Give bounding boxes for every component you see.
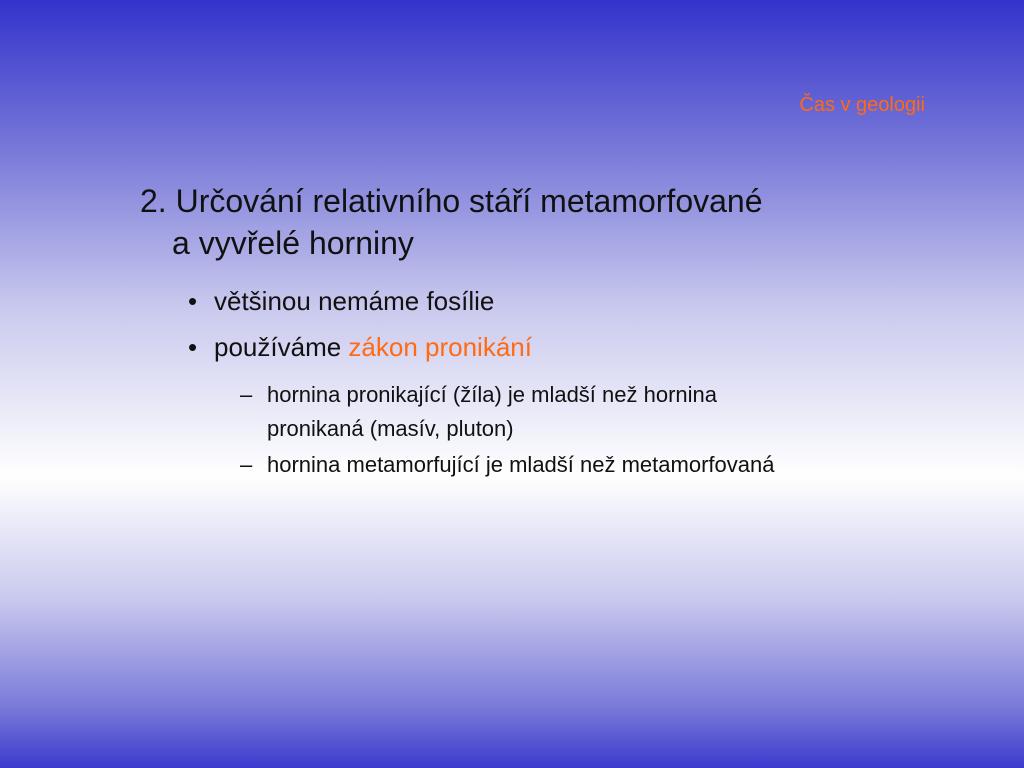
main-heading	[140, 180, 940, 264]
bullet-mark: •	[188, 332, 198, 362]
sub-bullet-text-line2: pronikaná (masív, pluton)	[267, 416, 514, 441]
main-heading-line1: 2. Určování relativního stáří metamorfované	[140, 183, 763, 219]
sub-bullet-text-line1: hornina pronikající (žíla) je mladší než hornina	[267, 382, 718, 407]
sub-bullet-item	[240, 378, 960, 446]
sub-bullet-text-line1: hornina metamorfující je mladší než metamorfovaná	[267, 452, 775, 477]
bullet-highlight-text: zákon pronikání	[348, 332, 532, 362]
slide-header-title: Čas v geologii	[799, 94, 925, 116]
bullet-text: většinou nemáme fosílie	[214, 286, 495, 316]
main-heading-line2: a vyvřelé horniny	[172, 225, 414, 261]
sub-bullet-item	[240, 448, 960, 482]
dash-mark: –	[240, 382, 253, 407]
bullet-mark: •	[188, 286, 198, 316]
bullet-item	[188, 330, 948, 364]
dash-mark: –	[240, 452, 253, 477]
bullet-list	[188, 284, 948, 376]
bullet-item	[188, 284, 948, 318]
bullet-text: používáme	[214, 332, 349, 362]
sub-bullet-list	[240, 378, 960, 484]
